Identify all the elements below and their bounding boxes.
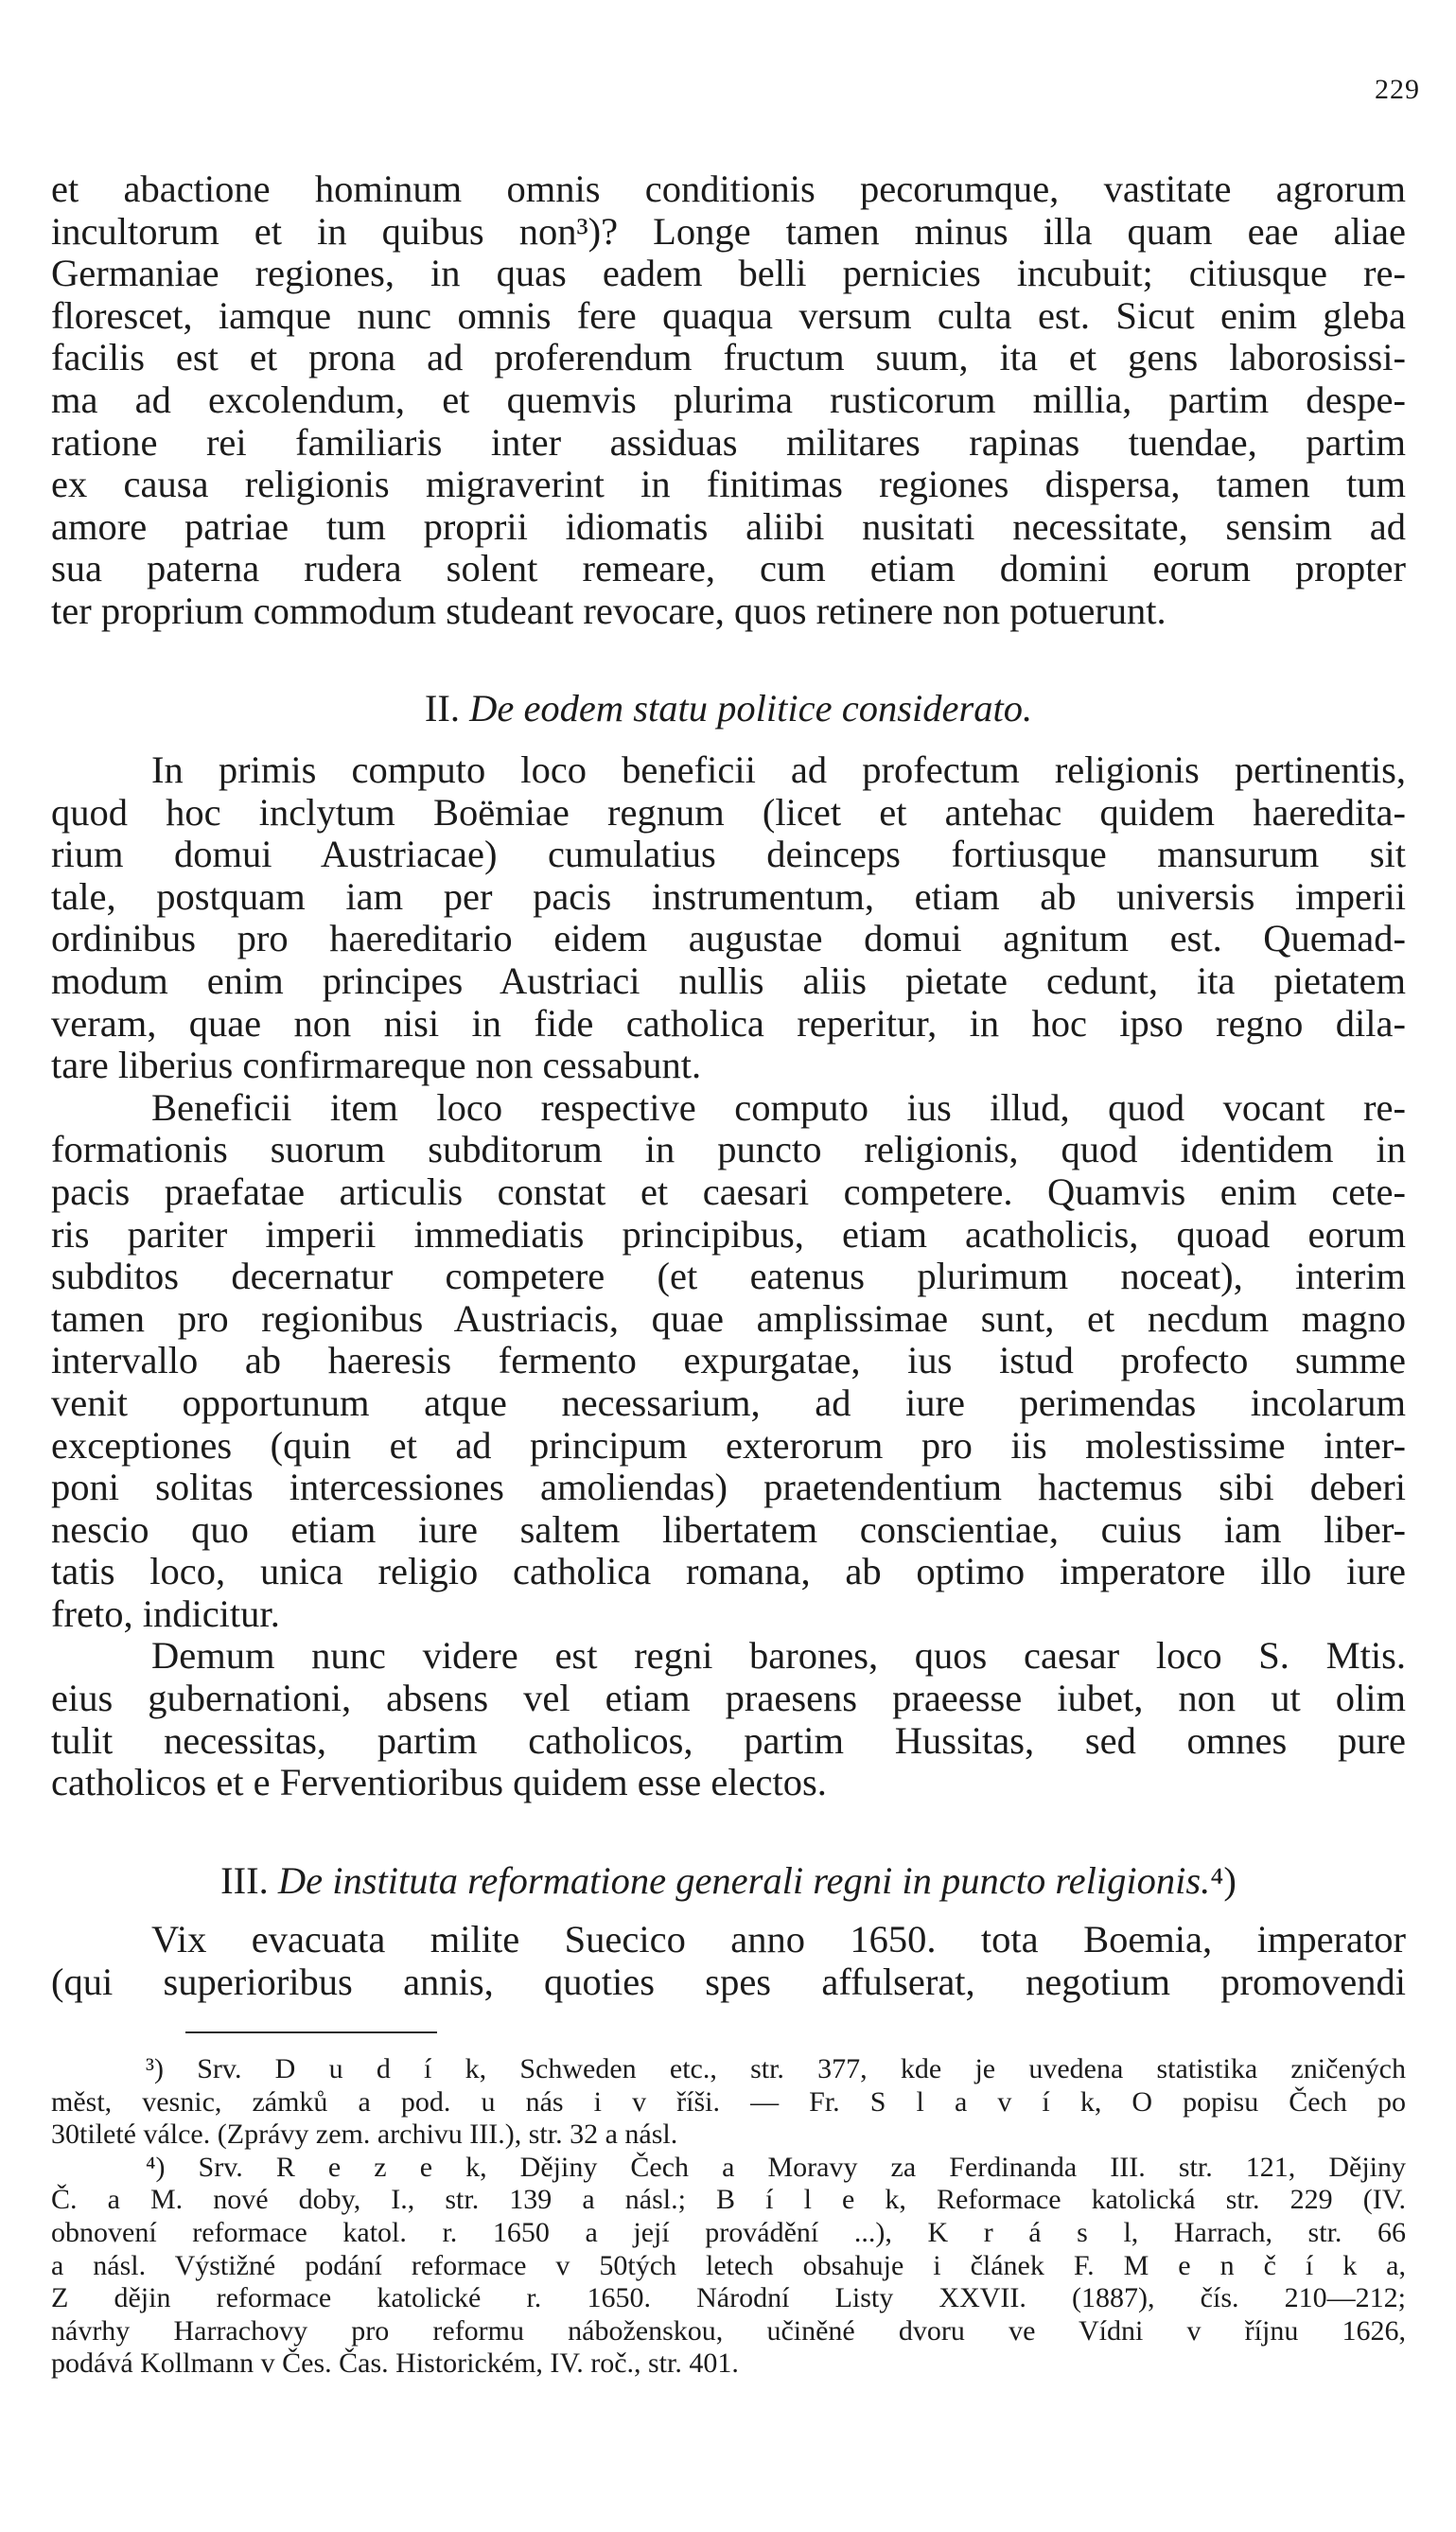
text-line: exceptiones (quin et ad principum exterorum pro iis molestissime inter- (51, 1423, 1406, 1467)
text-line: venit opportunum atque necessarium, ad iure perimendas incolarum (51, 1380, 1406, 1424)
text-line: facilis est et prona ad proferendum fructum suum, ita et gens laborosissi- (51, 336, 1406, 379)
text-line: ratione rei familiaris inter assiduas militares rapinas tuendae, partim (51, 420, 1406, 464)
text-line: subditos decernatur competere (et eatenus plurimum noceat), interim (51, 1255, 1406, 1298)
paragraph-section1 (51, 168, 1406, 633)
footnote-line: podává Kollmann v Čes. Čas. Historickém, IV. roč., str. 401. (51, 2347, 739, 2380)
footnote-mark: ⁴) (1210, 1859, 1237, 1902)
footnote-line: ⁴) Srv. R e z e k, Dějiny Čech a Moravy za Ferdinanda III. str. 121, Dějiny (146, 2151, 1406, 2183)
text-line: Beneficii item loco respective computo ius illud, quod vocant re- (151, 1085, 1406, 1129)
text-line: tale, postquam iam per pacis instrumentum, etiam ab universis imperii (51, 874, 1406, 918)
text-line: tare liberius confirmareque non cessabunt. (51, 1044, 702, 1087)
text-line: amore patriae tum proprii idiomatis aliibi nusitati necessitate, sensim ad (51, 504, 1406, 548)
text-line: (qui superioribus annis, quoties spes affulserat, negotium promovendi (51, 1960, 1406, 2003)
text-line: florescet, iamque nunc omnis fere quaqua versum culta est. Sicut enim gleba (51, 293, 1406, 337)
text-line: poni solitas intercessiones amoliendas) praetendentium hactemus sibi deberi (51, 1466, 1406, 1509)
text-line: ordinibus pro haereditario eidem augustae domui agnitum est. Quemad- (51, 917, 1406, 960)
text-line: tatis loco, unica religio catholica romana, ab optimo imperatore illo iure (51, 1550, 1406, 1593)
paragraph-section2-1 (51, 749, 1406, 1804)
heading-number: II. (424, 687, 470, 730)
footnotes (51, 2053, 1406, 2381)
text-line: nescio quo etiam iure saltem libertatem conscientiae, cuius iam liber- (51, 1507, 1406, 1551)
text-line: intervallo ab haeresis fermento expurgatae, ius istud profecto summe (51, 1339, 1406, 1382)
text-line: catholicos et e Ferventioribus quidem esse electos. (51, 1761, 827, 1804)
text-line: tulit necessitas, partim catholicos, partim Hussitas, sed omnes pure (51, 1718, 1406, 1762)
text-line: incultorum et in quibus non³)? Longe tamen minus illa quam eae aliae (51, 209, 1406, 253)
heading-number: III. (220, 1859, 278, 1902)
section-heading-3 (51, 1860, 1406, 1903)
text-line: quod hoc inclytum Boëmiae regnum (licet et antehac quidem haeredita- (51, 790, 1406, 834)
text-line: rium domui Austriacae) cumulatius deinceps fortiusque mansurum sit (51, 833, 1406, 876)
heading-title: De eodem statu politice considerato. (469, 687, 1033, 730)
text-line: ris pariter imperii immediatis principibus, etiam acatholicis, quoad eorum (51, 1212, 1406, 1256)
heading-title: De instituta reformatione generali regni in puncto religionis. (277, 1859, 1211, 1902)
footnote-line: ³) Srv. D u d í k, Schweden etc., str. 377, kde je uvedena statistika zničených (146, 2053, 1406, 2084)
text-line: tamen pro regionibus Austriacis, quae amplissimae sunt, et necdum magno (51, 1296, 1406, 1340)
footnote-line: Z dějin reformace katolické r. 1650. Národní Listy XXVII. (1887), čís. 210—212; (51, 2282, 1406, 2314)
text-line: freto, indicitur. (51, 1591, 280, 1635)
text-line: pacis praefatae articulis constat et caesari competere. Quamvis enim cete- (51, 1169, 1406, 1213)
footnote-line: měst, vesnic, zámků a pod. u nás i v říši. — Fr. S l a v í k, O popisu Čech po (51, 2085, 1406, 2118)
paragraph-section3 (51, 1919, 1406, 2003)
text-line: formationis suorum subditorum in puncto religionis, quod identidem in (51, 1128, 1406, 1171)
footnote-line: 30tileté válce. (Zprávy zem. archivu III.), str. 32 a násl. (51, 2119, 678, 2151)
text-line: Demum nunc videre est regni barones, quos caesar loco S. Mtis. (151, 1634, 1406, 1678)
text-line: ter proprium commodum studeant revocare, quos retinere non potuerunt. (51, 589, 1167, 632)
footnote-line: a násl. Výstižné podání reformace v 50tých letech obsahuje i článek F. M e n č í k a, (51, 2249, 1406, 2281)
text-line: Germaniae regiones, in quas eadem belli pernicies incubuit; citiusque re- (51, 252, 1406, 295)
section-heading-2 (51, 688, 1406, 730)
text-line: veram, quae non nisi in fide catholica reperitur, in hoc ipso regno dila- (51, 1001, 1406, 1045)
page-number: 229 (1375, 74, 1420, 105)
text-line: modum enim principes Austriaci nullis aliis pietate cedunt, ita pietatem (51, 958, 1406, 1002)
footnote-separator (185, 2031, 437, 2033)
text-line: et abactione hominum omnis conditionis pecorumque, vastitate agrorum (51, 167, 1406, 210)
footnote-line: Č. a M. nové doby, I., str. 139 a násl.; B í l e k, Reformace katolická str. 229 (IV. (51, 2184, 1406, 2216)
text-line: In primis computo loco beneficii ad profectum religionis pertinentis, (151, 748, 1406, 791)
footnote-line: obnovení reformace katol. r. 1650 a její provádění ...), K r á s l, Harrach, str. 66 (51, 2216, 1406, 2248)
text-line: ex causa religionis migraverint in finitimas regiones dispersa, tamen tum (51, 463, 1406, 506)
text-line: eius gubernationi, absens vel etiam praesens praeesse iubet, non ut olim (51, 1677, 1406, 1720)
text-line: ma ad excolendum, et quemvis plurima rusticorum millia, partim despe- (51, 378, 1406, 421)
footnote-line: návrhy Harrachovy pro reformu náboženskou, učiněné dvoru ve Vídni v říjnu 1626, (51, 2314, 1406, 2347)
text-line: Vix evacuata milite Suecico anno 1650. tota Boemia, imperator (151, 1918, 1406, 1961)
text-line: sua paterna rudera solent remeare, cum etiam domini eorum propter (51, 547, 1406, 590)
